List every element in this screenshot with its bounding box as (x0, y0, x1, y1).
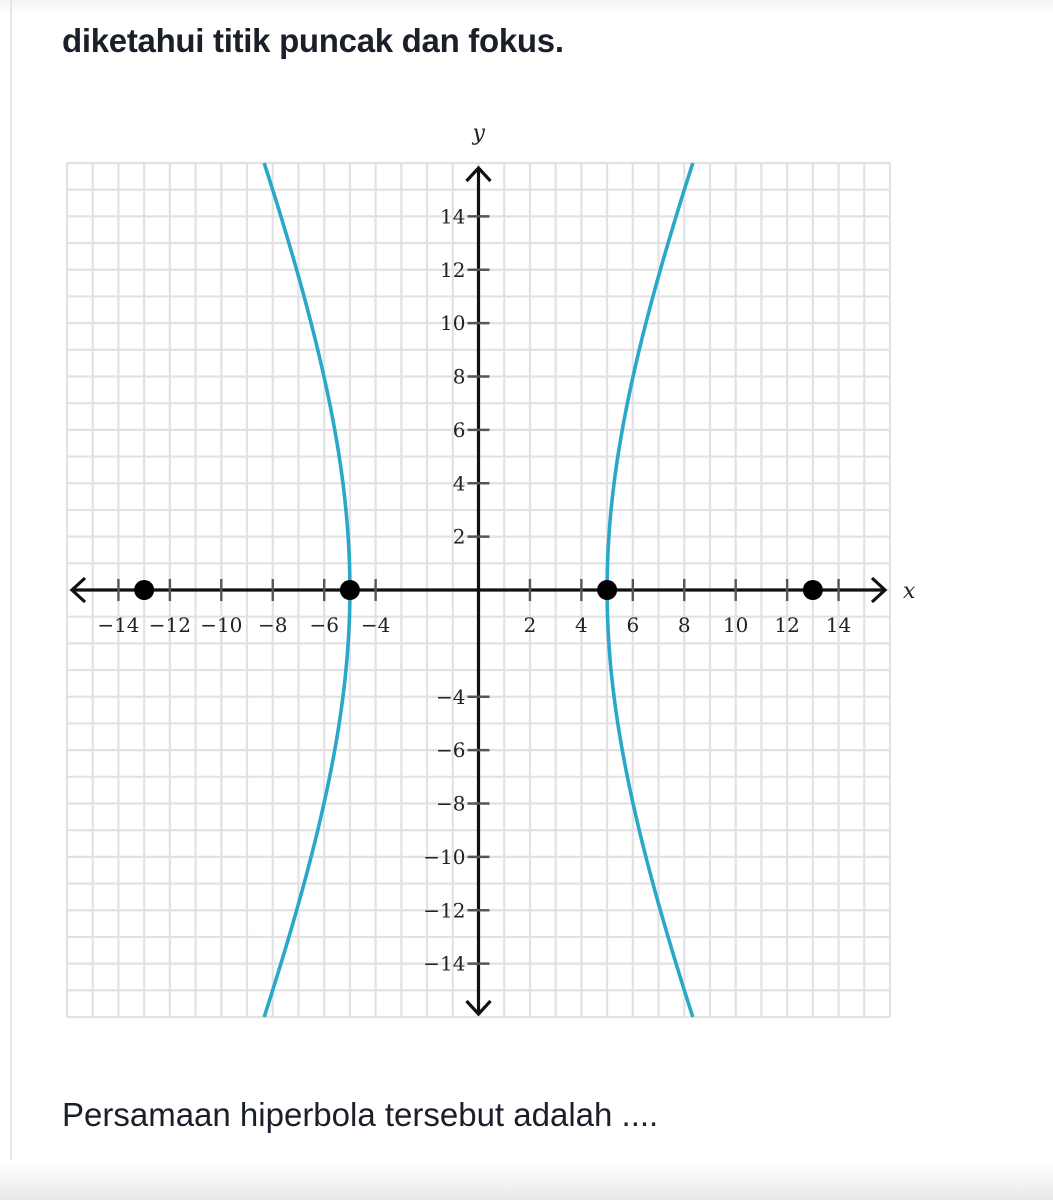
y-tick-label: −12 (423, 898, 466, 923)
y-tick-label: −10 (423, 844, 466, 869)
vertex-point (340, 580, 360, 600)
x-tick-label: −4 (360, 613, 391, 637)
bottom-shade (0, 1160, 1053, 1200)
x-tick-label: 4 (575, 613, 588, 637)
x-tick-label: −8 (258, 613, 288, 637)
x-tick-label: 10 (722, 613, 749, 637)
x-axis-label: x (903, 579, 916, 604)
y-tick-label: −4 (436, 684, 466, 709)
x-tick-label: 12 (774, 613, 800, 637)
question-heading: diketahui titik puncak dan fokus. (62, 22, 564, 59)
x-tick-label: 6 (626, 613, 640, 637)
y-tick-label: −8 (436, 791, 466, 816)
x-tick-label: 8 (677, 613, 691, 637)
x-tick-label: −6 (309, 613, 339, 637)
y-tick-label: 14 (440, 204, 466, 229)
x-tick-label: 2 (523, 613, 537, 637)
y-axis-label: y (472, 121, 485, 146)
y-tick-label: 2 (452, 524, 466, 549)
focus-point (803, 580, 823, 600)
axes (72, 121, 916, 1014)
y-tick-label: 10 (440, 311, 466, 336)
focus-point (134, 580, 154, 600)
x-tick-label: −12 (148, 613, 191, 637)
y-tick-label: −6 (436, 738, 466, 763)
y-tick-label: 4 (452, 471, 466, 496)
x-tick-label: −14 (97, 613, 140, 637)
x-tick-label: 14 (825, 613, 852, 637)
y-tick-label: −14 (423, 951, 466, 976)
y-tick-label: 12 (440, 257, 466, 282)
x-tick-label: −10 (200, 613, 243, 637)
y-tick-label: 6 (452, 417, 466, 442)
vertex-point (597, 580, 617, 600)
question-text: Persamaan hiperbola tersebut adalah .... (62, 1096, 659, 1133)
y-tick-label: 8 (452, 364, 466, 389)
